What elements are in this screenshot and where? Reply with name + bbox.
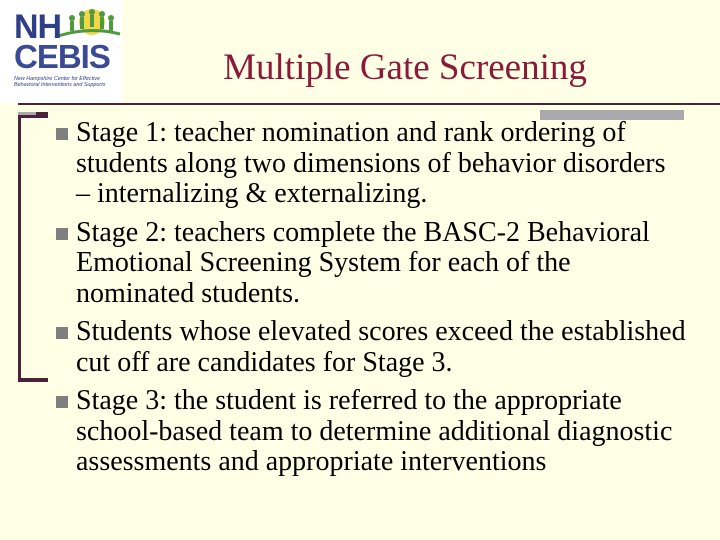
bullet-text: Students whose elevated scores exceed the established cut off are candidates for Stage 3. — [76, 316, 686, 378]
bullet-item — [46, 386, 686, 478]
slide-title: Multiple Gate Screening — [223, 47, 587, 88]
logo — [0, 0, 122, 103]
bullet-square-icon — [56, 327, 68, 339]
bullet-item — [46, 218, 686, 310]
top-divider — [18, 103, 720, 105]
logo-nh: NH — [14, 8, 62, 46]
logo-tagline: New Hampshire Center for Effective Behavioral Interventions and Supports — [14, 76, 106, 89]
bullet-item — [46, 118, 686, 210]
left-accent-inner — [21, 118, 48, 378]
bullet-text: Stage 3: the student is referred to the appropriate school-based team to determine additional diagnostic assessments and appropriate interventions — [76, 385, 673, 477]
grey-rule-left — [18, 112, 36, 115]
bullet-square-icon — [56, 228, 68, 240]
bullet-text: Stage 1: teacher nomination and rank ordering of students along two dimensions of behavior disorders – internalizing & externalizing. — [76, 117, 666, 209]
bullet-item — [46, 317, 686, 378]
logo-cebis: CEBIS — [14, 38, 110, 75]
bullet-square-icon — [56, 396, 68, 408]
bullet-text: Stage 2: teachers complete the BASC-2 Behavioral Emotional Screening System for each of the nominated students. — [76, 216, 650, 309]
bullet-square-icon — [56, 128, 68, 140]
bullet-list — [46, 118, 686, 486]
